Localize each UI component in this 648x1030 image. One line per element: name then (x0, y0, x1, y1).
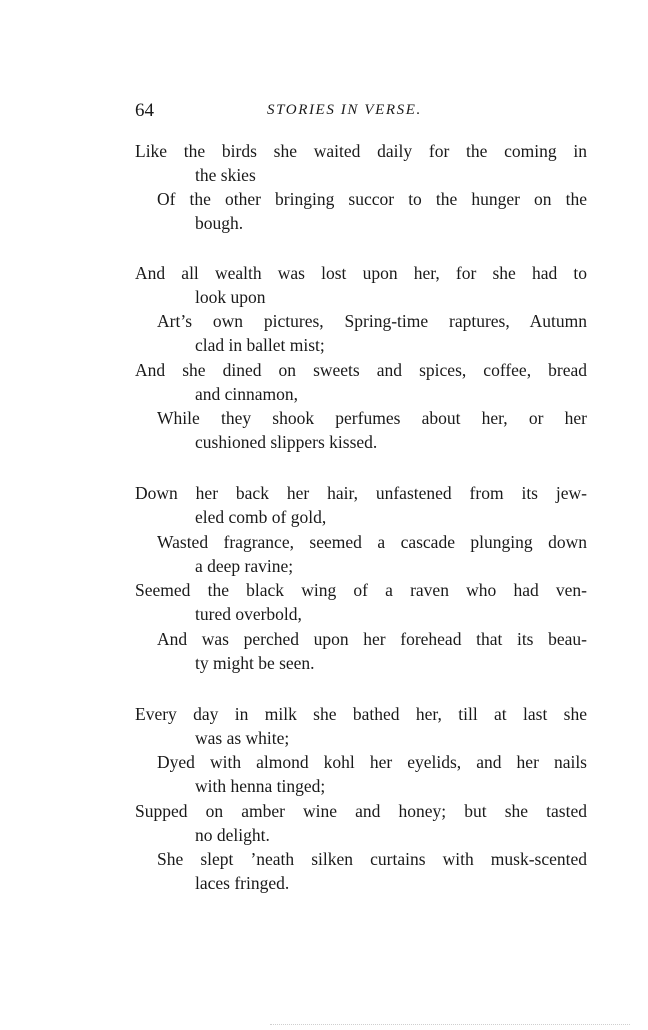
verse-line-continuation: clad in ballet mist; (195, 335, 325, 355)
verse-line-continuation: the skies (195, 165, 256, 185)
verse-line-continuation: look upon (195, 287, 266, 307)
verse-line: And all wealth was lost upon her, for she had to (135, 263, 587, 283)
verse-line: Seemed the black wing of a raven who had ven- (135, 580, 587, 600)
verse-line: And she dined on sweets and spices, coffee, bread (135, 360, 587, 380)
verse-line: Supped on amber wine and honey; but she tasted (135, 801, 587, 821)
verse-line: Every day in milk she bathed her, till at last she (135, 704, 587, 724)
scan-artifact-rule (270, 1024, 630, 1026)
verse-line: And was perched upon her forehead that its beau- (157, 629, 587, 649)
verse-line: She slept ’neath silken curtains with musk-scented (157, 849, 587, 869)
verse-line-continuation: tured overbold, (195, 604, 302, 624)
verse-line-continuation: no delight. (195, 825, 270, 845)
verse-line-continuation: with henna tinged; (195, 776, 326, 796)
verse-line-continuation: ty might be seen. (195, 653, 315, 673)
verse-line-continuation: laces fringed. (195, 873, 290, 893)
verse-line-continuation: and cinnamon, (195, 384, 299, 404)
verse-line: Like the birds she waited daily for the coming in (135, 141, 587, 161)
verse-line: Wasted fragrance, seemed a cascade plunging down (157, 532, 587, 552)
verse-line-continuation: cushioned slippers kissed. (195, 432, 378, 452)
verse-line-continuation: eled comb of gold, (195, 507, 327, 527)
verse-line: Down her back her hair, unfastened from its jew- (135, 483, 587, 503)
verse-line: Art’s own pictures, Spring-time raptures, Autumn (157, 311, 587, 331)
page-header (135, 100, 590, 124)
verse-line-continuation: bough. (195, 213, 244, 233)
verse-line: While they shook perfumes about her, or her (157, 408, 587, 428)
verse-line-continuation: was as white; (195, 728, 290, 748)
running-title: STORIES IN VERSE. (267, 102, 422, 118)
page-number: 64 (135, 100, 154, 121)
verse-line: Dyed with almond kohl her eyelids, and her nails (157, 752, 587, 772)
verse-line: Of the other bringing succor to the hunger on the (157, 189, 587, 209)
verse-line-continuation: a deep ravine; (195, 556, 294, 576)
